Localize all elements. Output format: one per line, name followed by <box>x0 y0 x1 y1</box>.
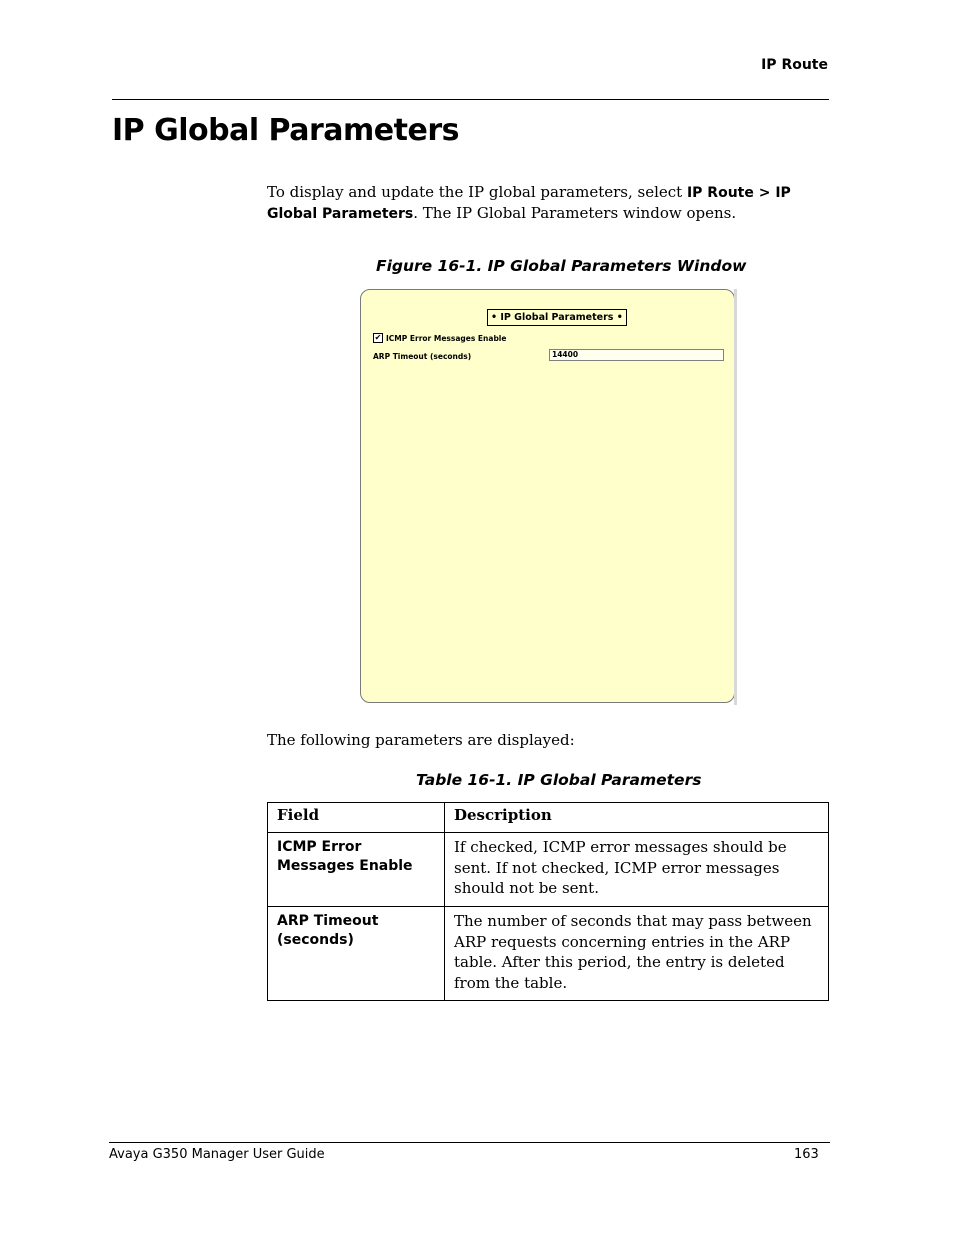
field-cell: ICMP Error Messages Enable <box>268 833 445 907</box>
page-title: IP Global Parameters <box>112 113 459 148</box>
icmp-enable-row <box>373 333 506 343</box>
table-caption: Table 16-1. IP Global Parameters <box>416 771 702 789</box>
description-cell: The number of seconds that may pass between ARP requests concerning entries in the ARP table. After this period, the entry is deleted from the table. <box>445 907 829 1001</box>
parameters-table <box>267 802 829 1001</box>
field-cell: ARP Timeout (seconds) <box>268 907 445 1001</box>
following-text: The following parameters are displayed: <box>267 731 575 749</box>
window-title: • IP Global Parameters • <box>487 309 627 326</box>
icmp-enable-label: ICMP Error Messages Enable <box>386 333 507 343</box>
table-row <box>268 833 829 907</box>
ip-global-parameters-window <box>360 289 735 703</box>
intro-text-1: To display and update the IP global parameters, select <box>267 183 687 201</box>
arp-timeout-label: ARP Timeout (seconds) <box>373 352 472 361</box>
intro-paragraph <box>267 182 832 224</box>
menu-path: IP Route > IP Global Parameters <box>267 185 791 222</box>
page-number: 163 <box>794 1147 819 1162</box>
table-header-row <box>268 803 829 833</box>
running-header: IP Route <box>761 57 828 73</box>
table-row <box>268 907 829 1001</box>
figure-caption: Figure 16-1. IP Global Parameters Window <box>376 257 747 275</box>
description-column-header: Description <box>445 803 829 833</box>
footer-guide-title: Avaya G350 Manager User Guide <box>109 1147 325 1162</box>
intro-text-2: . The IP Global Parameters window opens. <box>413 204 737 222</box>
icmp-enable-checkbox[interactable]: ✔ <box>374 333 382 342</box>
description-cell: If checked, ICMP error messages should be sent. If not checked, ICMP error messages should not be sent. <box>445 833 829 907</box>
arp-timeout-input[interactable]: 14400 <box>549 349 724 361</box>
header-rule <box>112 99 829 100</box>
field-column-header: Field <box>268 803 445 833</box>
footer-rule <box>109 1142 830 1143</box>
